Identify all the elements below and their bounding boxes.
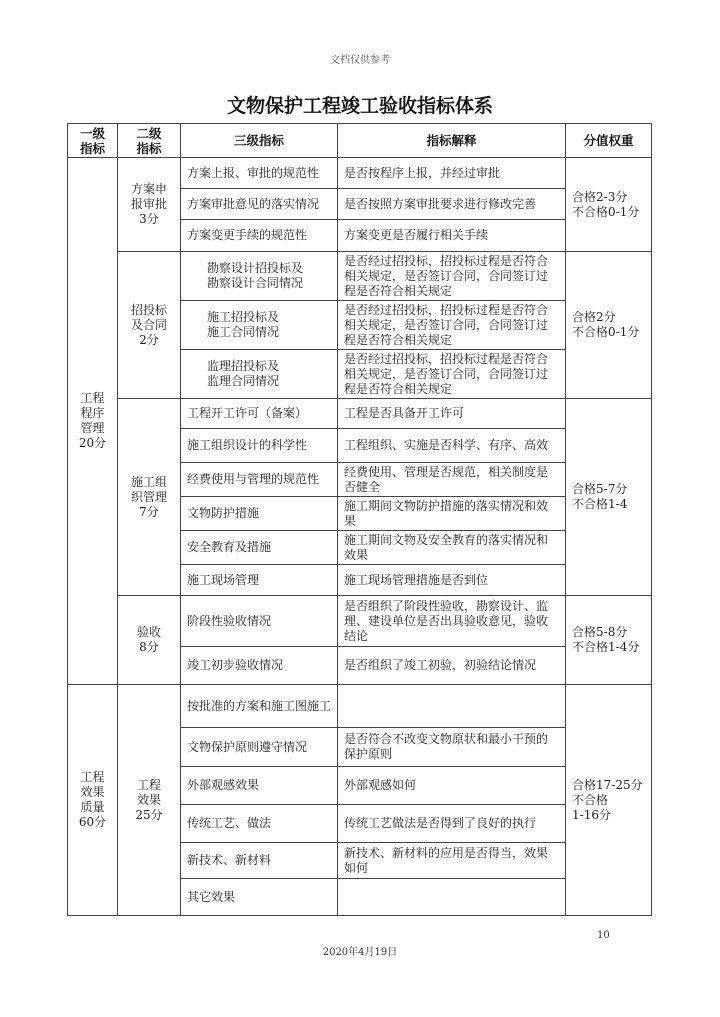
col-header-level1: 一级 指标 (68, 124, 118, 158)
explain-cell: 工程组织、实施是否科学、有序、高效 (338, 429, 566, 463)
level3-cell: 外部观感效果 (181, 767, 338, 805)
level3-cell: 其它效果 (181, 879, 338, 916)
header-row (68, 124, 652, 158)
weight-cell: 合格17-25分 不合格 1-16分 (566, 685, 652, 916)
level2-cell: 招投标 及合同 2分 (118, 252, 181, 399)
weight-cell: 合格5-8分 不合格1-4分 (566, 596, 652, 685)
level3-cell: 传统工艺、做法 (181, 805, 338, 843)
explain-cell: 施工现场管理措施是否到位 (338, 565, 566, 596)
footer-date: 2020年4月19日 (322, 947, 398, 958)
table-row (68, 596, 652, 647)
col-header-explain: 指标解释 (338, 124, 566, 158)
explain-cell: 是否经过招投标，招投标过程是否符合相关规定，是否签订合同，合同签订过程是否符合相关规定 (338, 301, 566, 350)
explain-cell: 是否经过招投标，招投标过程是否符合相关规定，是否签订合同，合同签订过程是否符合相关规定 (338, 252, 566, 301)
level3-cell: 文物保护原则遵守情况 (181, 728, 338, 767)
table-row (68, 685, 652, 728)
level3-cell: 勘察设计招投标及 勘察设计合同情况 (181, 252, 338, 301)
explain-cell: 新技术、新材料的应用是否得当，效果如何 (338, 843, 566, 879)
explain-cell: 方案变更是否履行相关手续 (338, 220, 566, 252)
explain-cell: 外部观感如何 (338, 767, 566, 805)
level3-cell: 阶段性验收情况 (181, 596, 338, 647)
page-title: 文物保护工程竣工验收指标体系 (226, 95, 493, 117)
level3-cell: 施工组织设计的科学性 (181, 429, 338, 463)
explain-cell: 工程是否具备开工许可 (338, 399, 566, 429)
level3-cell: 方案上报、审批的规范性 (181, 158, 338, 189)
level2-cell: 施工组 织管理 7分 (118, 399, 181, 596)
explain-cell: 施工期间文物及安全教育的落实情况和效果 (338, 531, 566, 565)
explain-cell: 是否按程序上报，并经过审批 (338, 158, 566, 189)
col-header-level3: 三级指标 (181, 124, 338, 158)
level3-cell: 工程开工许可（备案） (181, 399, 338, 429)
explain-cell (338, 685, 566, 728)
col-header-weight: 分值权重 (566, 124, 652, 158)
col-header-level2: 二级 指标 (118, 124, 181, 158)
level2-cell: 方案申 报审批 3分 (118, 158, 181, 252)
level1-cell: 工程 程序 管理 20分 (68, 158, 118, 685)
level3-cell: 按批准的方案和施工图施工 (181, 685, 338, 728)
explain-cell: 施工期间文物防护措施的落实情况和效果 (338, 497, 566, 531)
header-note: 文档仅供参考 (330, 55, 390, 66)
indicator-table (67, 123, 652, 916)
explain-cell: 是否组织了阶段性验收，勘察设计、监理、建设单位是否出具验收意见，验收结论 (338, 596, 566, 647)
level3-cell: 文物防护措施 (181, 497, 338, 531)
level3-cell: 安全教育及措施 (181, 531, 338, 565)
table-row (68, 158, 652, 189)
level2-cell: 工程 效果 25分 (118, 685, 181, 916)
level3-cell: 监理招投标及 监理合同情况 (181, 350, 338, 399)
explain-cell (338, 879, 566, 916)
explain-cell: 是否按照方案审批要求进行修改完善 (338, 189, 566, 220)
level3-cell: 方案审批意见的落实情况 (181, 189, 338, 220)
table-row (68, 399, 652, 429)
level3-cell: 方案变更手续的规范性 (181, 220, 338, 252)
weight-cell: 合格2分 不合格0-1分 (566, 252, 652, 399)
level3-cell: 施工招投标及 施工合同情况 (181, 301, 338, 350)
explain-cell: 经费使用、管理是否规范，相关制度是否健全 (338, 463, 566, 497)
weight-cell: 合格5-7分 不合格1-4 (566, 399, 652, 596)
explain-cell: 是否经过招投标，招投标过程是否符合相关规定，是否签订合同，合同签订过程是否符合相关规定 (338, 350, 566, 399)
level3-cell: 经费使用与管理的规范性 (181, 463, 338, 497)
level3-cell: 新技术、新材料 (181, 843, 338, 879)
explain-cell: 是否组织了竣工初验，初验结论情况 (338, 647, 566, 685)
level1-cell: 工程 效果 质量 60分 (68, 685, 118, 916)
level3-cell: 竣工初步验收情况 (181, 647, 338, 685)
weight-cell: 合格2-3分 不合格0-1分 (566, 158, 652, 252)
explain-cell: 是否符合不改变文物原状和最小干预的保护原则 (338, 728, 566, 767)
explain-cell: 传统工艺做法是否得到了良好的执行 (338, 805, 566, 843)
level3-cell: 施工现场管理 (181, 565, 338, 596)
page-number: 10 (597, 930, 610, 941)
table-row (68, 252, 652, 301)
level2-cell: 验收 8分 (118, 596, 181, 685)
